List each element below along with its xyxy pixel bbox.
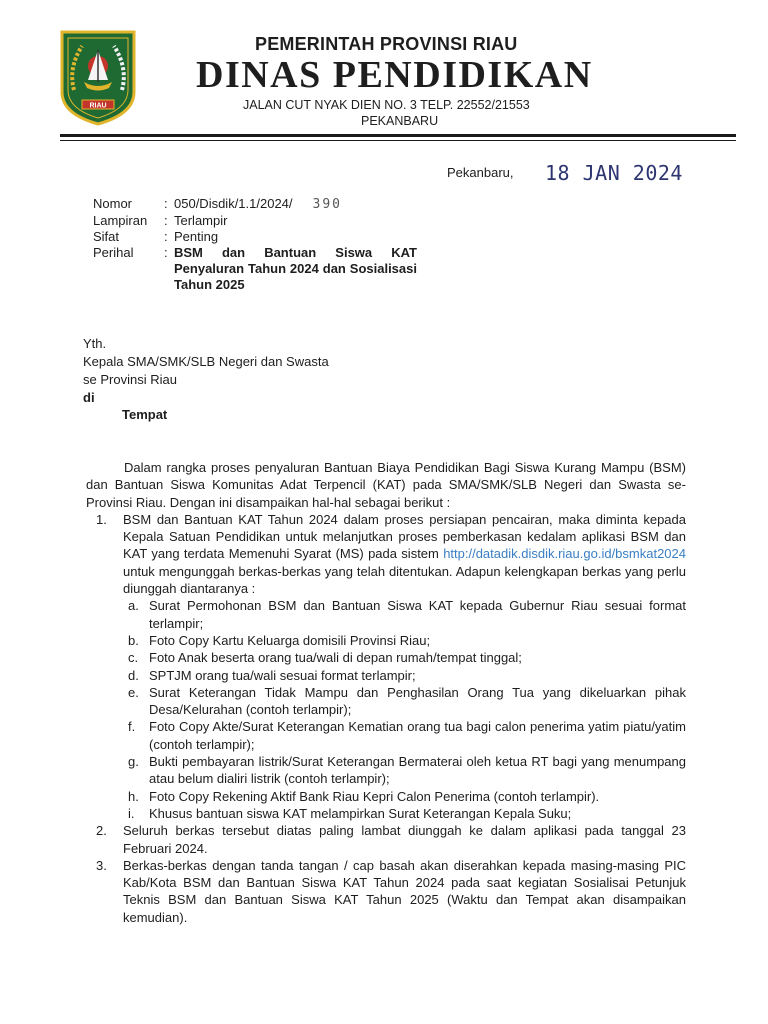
colon: : xyxy=(164,213,168,228)
header-rule-thick xyxy=(60,134,736,137)
item-3-text: Berkas-berkas dengan tanda tangan / cap basah akan diserahkan kepada masing-masing PIC Kab/Kota BSM dan Bantuan Siswa KAT Tahun 2024 pada saat kegiatan Sosialisai Petunjuk Teknis BSM dan Bantuan Siswa KAT Tahun 2025 (Waktu dan Tempat akan disampaikan kemudian). xyxy=(123,857,686,925)
recipient-tempat: Tempat xyxy=(122,407,168,422)
intro-paragraph: Dalam rangka proses penyaluran Bantuan Biaya Pendidikan Bagi Siswa Kurang Mampu (BSM) dan Bantuan Siswa Komunitas Adat Terpencil (KAT) pada SMA/SMK/SLB Negeri dan Swasta se-Provinsi Riau. Dengan ini disampaikan hal-hal sebagai berikut : xyxy=(86,460,686,510)
sub-text: SPTJM orang tua/wali sesuai format terlampir; xyxy=(149,667,416,683)
recipient-di: di xyxy=(83,390,95,405)
colon: : xyxy=(164,245,168,260)
address-line-2: PEKANBARU xyxy=(361,114,439,128)
sub-item-f xyxy=(123,718,686,753)
letter-body xyxy=(86,459,686,926)
perihal-label: Perihal xyxy=(93,245,134,260)
letter-meta xyxy=(93,196,417,293)
lampiran-label: Lampiran xyxy=(93,213,148,228)
sifat-label: Sifat xyxy=(93,229,120,244)
sub-item-b xyxy=(123,632,686,649)
sub-text: Foto Copy Akte/Surat Keterangan Kematian orang tua bagi calon penerima yatim piatu/yatim (contoh terlampir); xyxy=(149,719,686,752)
sub-letter: f. xyxy=(128,719,136,735)
colon: : xyxy=(164,229,168,244)
item-1-text-before: BSM dan Bantuan KAT Tahun 2024 dalam proses persiapan pencairan, maka diminta kepada Kepala Satuan Pendidikan untuk melanjutkan proses pemberkasan kedalam aplikasi BSM dan KAT yang terdata Memenuhi Syarat (MS) pada sistem xyxy=(123,511,686,562)
perihal-value: BSM dan Bantuan Siswa KAT Penyaluran Tahun 2024 dan Sosialisasi Tahun 2025 xyxy=(174,245,417,292)
sub-letter: i. xyxy=(128,805,135,821)
sub-item-g xyxy=(123,753,686,788)
list-number: 2. xyxy=(96,823,107,839)
letter-city: Pekanbaru, xyxy=(447,165,514,180)
seal-label: RIAU xyxy=(89,102,107,110)
sub-text: Foto Copy Kartu Keluarga domisili Provinsi Riau; xyxy=(149,632,431,648)
sub-letter: b. xyxy=(128,632,139,648)
meta-row-nomor xyxy=(93,196,417,213)
sub-letter: a. xyxy=(128,598,139,614)
recipient-line-2: se Provinsi Riau xyxy=(83,372,177,387)
sifat-value: Penting xyxy=(174,229,219,244)
recipient-line-1: Kepala SMA/SMK/SLB Negeri dan Swasta xyxy=(83,354,329,369)
lampiran-value: Terlampir xyxy=(174,213,228,228)
list-number: 3. xyxy=(96,857,107,873)
recipient-block xyxy=(83,335,329,407)
date-stamp: 18 JAN 2024 xyxy=(545,161,683,185)
list-item-2 xyxy=(86,822,686,857)
list-item-1 xyxy=(86,511,686,822)
nomor-stamp: 390 xyxy=(312,197,343,212)
list-item-3 xyxy=(86,857,686,926)
meta-row-sifat xyxy=(93,229,417,245)
sub-letter: h. xyxy=(128,788,139,804)
department-name: DINAS PENDIDIKAN xyxy=(196,54,593,96)
list-number: 1. xyxy=(96,511,107,527)
nomor-value: 050/Disdik/1.1/2024/ xyxy=(174,196,293,211)
government-name: PEMERINTAH PROVINSI RIAU xyxy=(255,34,518,54)
riau-province-seal-icon xyxy=(60,30,136,126)
sub-item-a xyxy=(123,597,686,632)
sub-text: Surat Permohonan BSM dan Bantuan Siswa KAT kepada Gubernur Riau sesuai format terlampir; xyxy=(149,598,686,631)
sub-text: Khusus bantuan siswa KAT melampirkan Surat Keterangan Kepala Suku; xyxy=(149,805,572,821)
sub-item-c xyxy=(123,649,686,666)
item-2-text: Seluruh berkas tersebut diatas paling lambat diunggah ke dalam aplikasi pada tanggal 23 Februari 2024. xyxy=(123,823,686,856)
address-line-1: JALAN CUT NYAK DIEN NO. 3 TELP. 22552/21553 xyxy=(243,98,530,112)
sub-text: Foto Copy Rekening Aktif Bank Riau Kepri Calon Penerima (contoh terlampir). xyxy=(149,788,600,804)
sub-letter: g. xyxy=(128,754,139,770)
meta-row-lampiran xyxy=(93,213,417,229)
sub-letter: e. xyxy=(128,684,139,700)
sub-item-d xyxy=(123,667,686,684)
sub-text: Surat Keterangan Tidak Mampu dan Penghasilan Orang Tua yang dikeluarkan pihak Desa/Kelurahan (contoh terlampir); xyxy=(149,684,686,718)
recipient-salutation: Yth. xyxy=(83,336,107,351)
sub-text: Bukti pembayaran listrik/Surat Keterangan Bermaterai oleh ketua RT bagi yang menumpang atau belum dialiri listrik (contoh terlampir); xyxy=(149,754,686,787)
sub-item-i xyxy=(123,805,686,822)
bsmkat-link[interactable]: http://datadik.disdik.riau.go.id/bsmkat2024 xyxy=(443,546,686,562)
meta-row-perihal xyxy=(93,245,417,293)
sub-item-e xyxy=(123,684,686,719)
sub-text: Foto Anak beserta orang tua/wali di depan rumah/tempat tinggal; xyxy=(149,650,522,666)
sub-letter: d. xyxy=(128,667,139,683)
nomor-label: Nomor xyxy=(93,196,133,211)
header-rule-thin xyxy=(60,140,736,141)
item-1-text-after: untuk mengunggah berkas-berkas yang telah ditentukan. Adapun kelengkapan berkas yang perlu diunggah diantaranya : xyxy=(123,563,686,597)
sub-letter: c. xyxy=(128,650,139,666)
colon: : xyxy=(164,196,168,211)
sub-item-h xyxy=(123,788,686,805)
